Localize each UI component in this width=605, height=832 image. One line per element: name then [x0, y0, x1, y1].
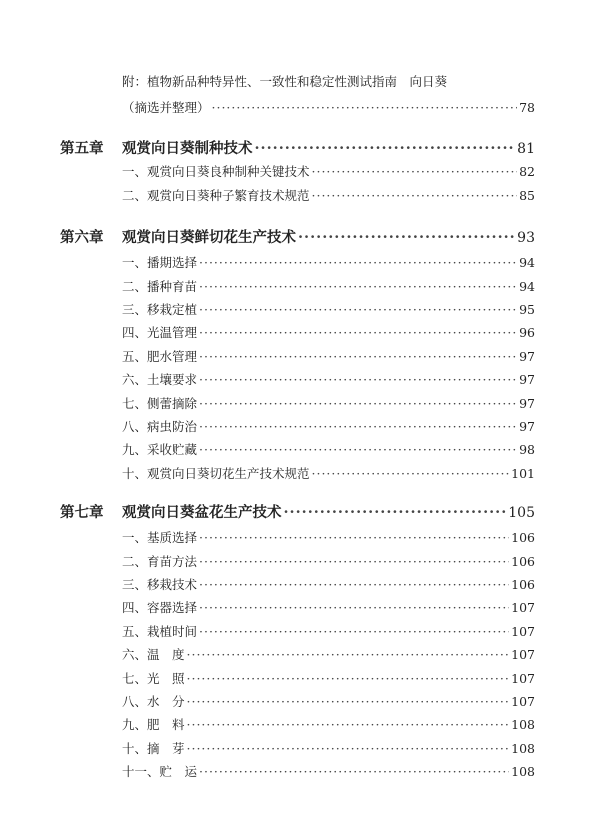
entry-label: 八、水 分 — [122, 694, 185, 709]
toc-entry[interactable] — [122, 163, 535, 181]
dot-leader — [199, 301, 517, 319]
page-number: 107 — [511, 647, 535, 662]
dot-leader — [312, 465, 510, 483]
entry-label: 三、移栽定植 — [122, 302, 198, 317]
dot-leader — [199, 371, 517, 389]
toc-entry[interactable] — [122, 278, 535, 296]
page-number: 97 — [519, 372, 535, 387]
toc-entry[interactable] — [122, 623, 535, 641]
toc-chapter-5[interactable] — [60, 139, 535, 159]
entry-label: 十、摘 芽 — [122, 741, 185, 756]
page-number: 107 — [511, 624, 535, 639]
page-number: 108 — [511, 717, 535, 732]
chapter-number: 第七章 — [60, 504, 104, 521]
entry-label: 一、观赏向日葵良种制种关键技术 — [122, 164, 310, 179]
page-number: 98 — [519, 442, 535, 457]
toc-entry[interactable] — [122, 371, 535, 389]
toc-chapter-6[interactable] — [60, 228, 535, 248]
dot-leader — [199, 278, 517, 296]
dot-leader — [212, 99, 518, 117]
dot-leader — [199, 441, 517, 459]
dot-leader — [187, 646, 510, 664]
dot-leader — [199, 529, 509, 547]
page-number: 97 — [519, 419, 535, 434]
dot-leader — [187, 716, 510, 734]
page-number: 101 — [511, 466, 535, 481]
toc-entry[interactable] — [122, 465, 535, 483]
toc-entry[interactable] — [122, 553, 535, 571]
page-number: 96 — [519, 325, 535, 340]
toc-entry[interactable] — [122, 301, 535, 319]
toc-entry[interactable] — [122, 324, 535, 342]
toc-entry[interactable] — [122, 395, 535, 413]
entry-label: 一、基质选择 — [122, 530, 198, 545]
page-number: 81 — [517, 141, 535, 157]
dot-leader — [187, 670, 510, 688]
toc-entry[interactable] — [122, 693, 535, 711]
toc-entry[interactable] — [122, 187, 535, 205]
toc-entry[interactable] — [122, 599, 535, 617]
page-number: 107 — [511, 671, 535, 686]
entry-label: 九、肥 料 — [122, 717, 185, 732]
appendix-title-line — [122, 73, 535, 91]
entry-label: 七、光 照 — [122, 671, 185, 686]
entry-label: 十一、贮 运 — [122, 764, 198, 779]
dot-leader — [199, 599, 509, 617]
dot-leader — [199, 395, 517, 413]
page-number: 106 — [511, 577, 535, 592]
toc-entry[interactable] — [122, 576, 535, 594]
page-number: 85 — [519, 188, 535, 203]
page-number: 95 — [519, 302, 535, 317]
dot-leader — [199, 623, 509, 641]
dot-leader — [284, 503, 507, 523]
toc-entry[interactable] — [122, 763, 535, 781]
chapter-number: 第五章 — [60, 140, 104, 157]
chapter-title: 观赏向日葵制种技术 — [122, 140, 253, 157]
dot-leader — [199, 348, 517, 366]
chapter-title: 观赏向日葵盆花生产技术 — [122, 504, 282, 521]
entry-label: 七、侧蕾摘除 — [122, 396, 198, 411]
toc-entry[interactable] — [122, 441, 535, 459]
page-number: 106 — [511, 554, 535, 569]
entry-label: 六、土壤要求 — [122, 372, 198, 387]
dot-leader — [199, 763, 509, 781]
entry-label: 五、栽植时间 — [122, 624, 198, 639]
dot-leader — [187, 740, 510, 758]
page-number: 108 — [511, 741, 535, 756]
dot-leader — [255, 139, 516, 159]
chapter-number: 第六章 — [60, 229, 104, 246]
page-number: 107 — [511, 600, 535, 615]
page-number: 108 — [511, 764, 535, 779]
dot-leader — [312, 163, 518, 181]
entry-label: 四、容器选择 — [122, 600, 198, 615]
entry-label: 二、播种育苗 — [122, 279, 198, 294]
page-number: 97 — [519, 349, 535, 364]
dot-leader — [312, 187, 518, 205]
page-number: 82 — [519, 164, 535, 179]
page-number: 107 — [511, 694, 535, 709]
toc-entry[interactable] — [122, 529, 535, 547]
dot-leader — [199, 553, 509, 571]
toc-entry[interactable] — [122, 716, 535, 734]
page-number: 105 — [508, 505, 535, 521]
entry-label: 九、采收贮藏 — [122, 442, 198, 457]
toc-entry[interactable] — [122, 740, 535, 758]
entry-label: 五、肥水管理 — [122, 349, 198, 364]
entry-label: 四、光温管理 — [122, 325, 198, 340]
appendix-subtitle: （摘选并整理） — [122, 100, 210, 115]
entry-label: 八、病虫防治 — [122, 419, 198, 434]
toc-chapter-7[interactable] — [60, 503, 535, 523]
page-number: 94 — [519, 255, 535, 270]
page-number: 97 — [519, 396, 535, 411]
dot-leader — [298, 228, 515, 248]
entry-label: 十、观赏向日葵切花生产技术规范 — [122, 466, 310, 481]
dot-leader — [199, 324, 517, 342]
entry-label: 二、观赏向日葵种子繁育技术规范 — [122, 188, 310, 203]
dot-leader — [199, 418, 517, 436]
entry-label: 二、育苗方法 — [122, 554, 198, 569]
page-number: 78 — [519, 100, 535, 115]
dot-leader — [199, 576, 509, 594]
dot-leader — [187, 693, 510, 711]
page-number: 94 — [519, 279, 535, 294]
entry-label: 一、播期选择 — [122, 255, 198, 270]
toc-entry-appendix[interactable] — [122, 99, 535, 117]
page-number: 106 — [511, 530, 535, 545]
entry-label: 六、温 度 — [122, 647, 185, 662]
dot-leader — [199, 254, 517, 272]
toc-entry[interactable] — [122, 254, 535, 272]
toc-entry[interactable] — [122, 646, 535, 664]
toc-entry[interactable] — [122, 670, 535, 688]
toc-entry[interactable] — [122, 348, 535, 366]
toc-entry[interactable] — [122, 418, 535, 436]
chapter-title: 观赏向日葵鲜切花生产技术 — [122, 229, 296, 246]
page-number: 93 — [517, 230, 535, 246]
appendix-title: 附：植物新品种特异性、一致性和稳定性测试指南 向日葵 — [122, 74, 448, 89]
entry-label: 三、移栽技术 — [122, 577, 198, 592]
